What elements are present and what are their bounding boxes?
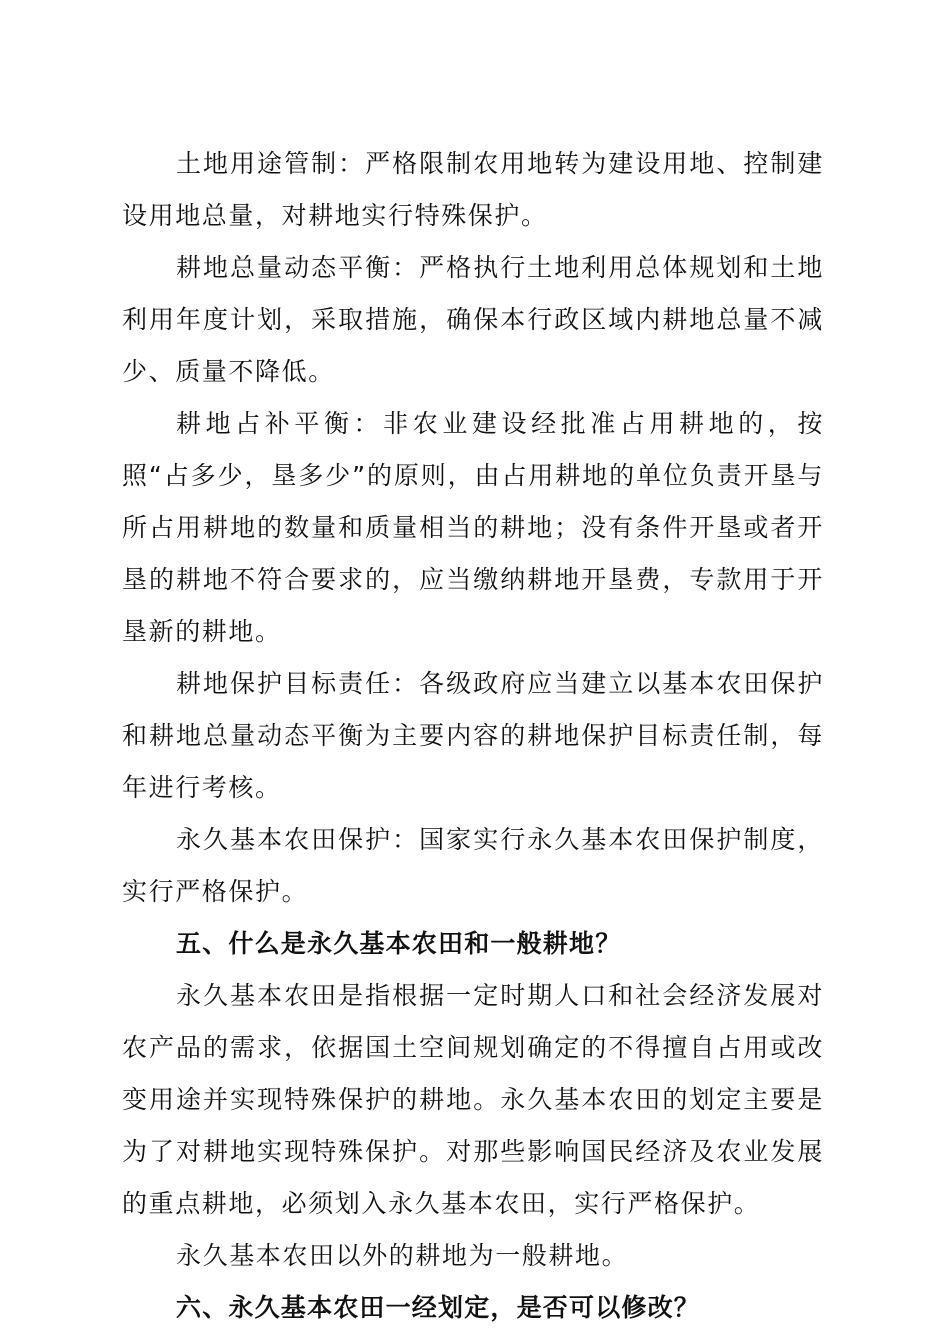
- section-5-paragraph: 永久基本农田是指根据一定时期人口和社会经济发展对农产品的需求，依据国土空间规划确定的不得擅自占用或改变用途并实现特殊保护的耕地。永久基本农田的划定主要是为了对耕地实现特殊保护。对那些影响国民经济及农业发展的重点耕地，必须划入永久基本农田，实行严格保护。: [122, 981, 824, 1218]
- document-body: [122, 138, 824, 1334]
- paragraph-permanent-farmland-protection: 永久基本农田保护：国家实行永久基本农田保护制度，实行严格保护。: [122, 825, 824, 906]
- section-5-paragraph: 永久基本农田以外的耕地为一般耕地。: [176, 1241, 629, 1270]
- section-6-heading: 六、永久基本农田一经划定，是否可以修改？: [176, 1293, 701, 1322]
- paragraph-land-use-control: 土地用途管制：严格限制农用地转为建设用地、控制建设用地总量，对耕地实行特殊保护。: [122, 149, 824, 230]
- paragraph-protection-responsibility: 耕地保护目标责任：各级政府应当建立以基本农田保护和耕地总量动态平衡为主要内容的耕地保护目标责任制，每年进行考核。: [122, 669, 824, 802]
- section-5-heading: 五、什么是永久基本农田和一般耕地？: [176, 929, 622, 958]
- paragraph-occupation-compensation: 耕地占补平衡：非农业建设经批准占用耕地的，按照“占多少，垦多少”的原则，由占用耕地的单位负责开垦与所占用耕地的数量和质量相当的耕地；没有条件开垦或者开垦的耕地不符合要求的，应当缴纳耕地开垦费，专款用于开垦新的耕地。: [122, 409, 824, 646]
- paragraph-total-balance: 耕地总量动态平衡：严格执行土地利用总体规划和土地利用年度计划，采取措施，确保本行政区域内耕地总量不减少、质量不降低。: [122, 253, 824, 386]
